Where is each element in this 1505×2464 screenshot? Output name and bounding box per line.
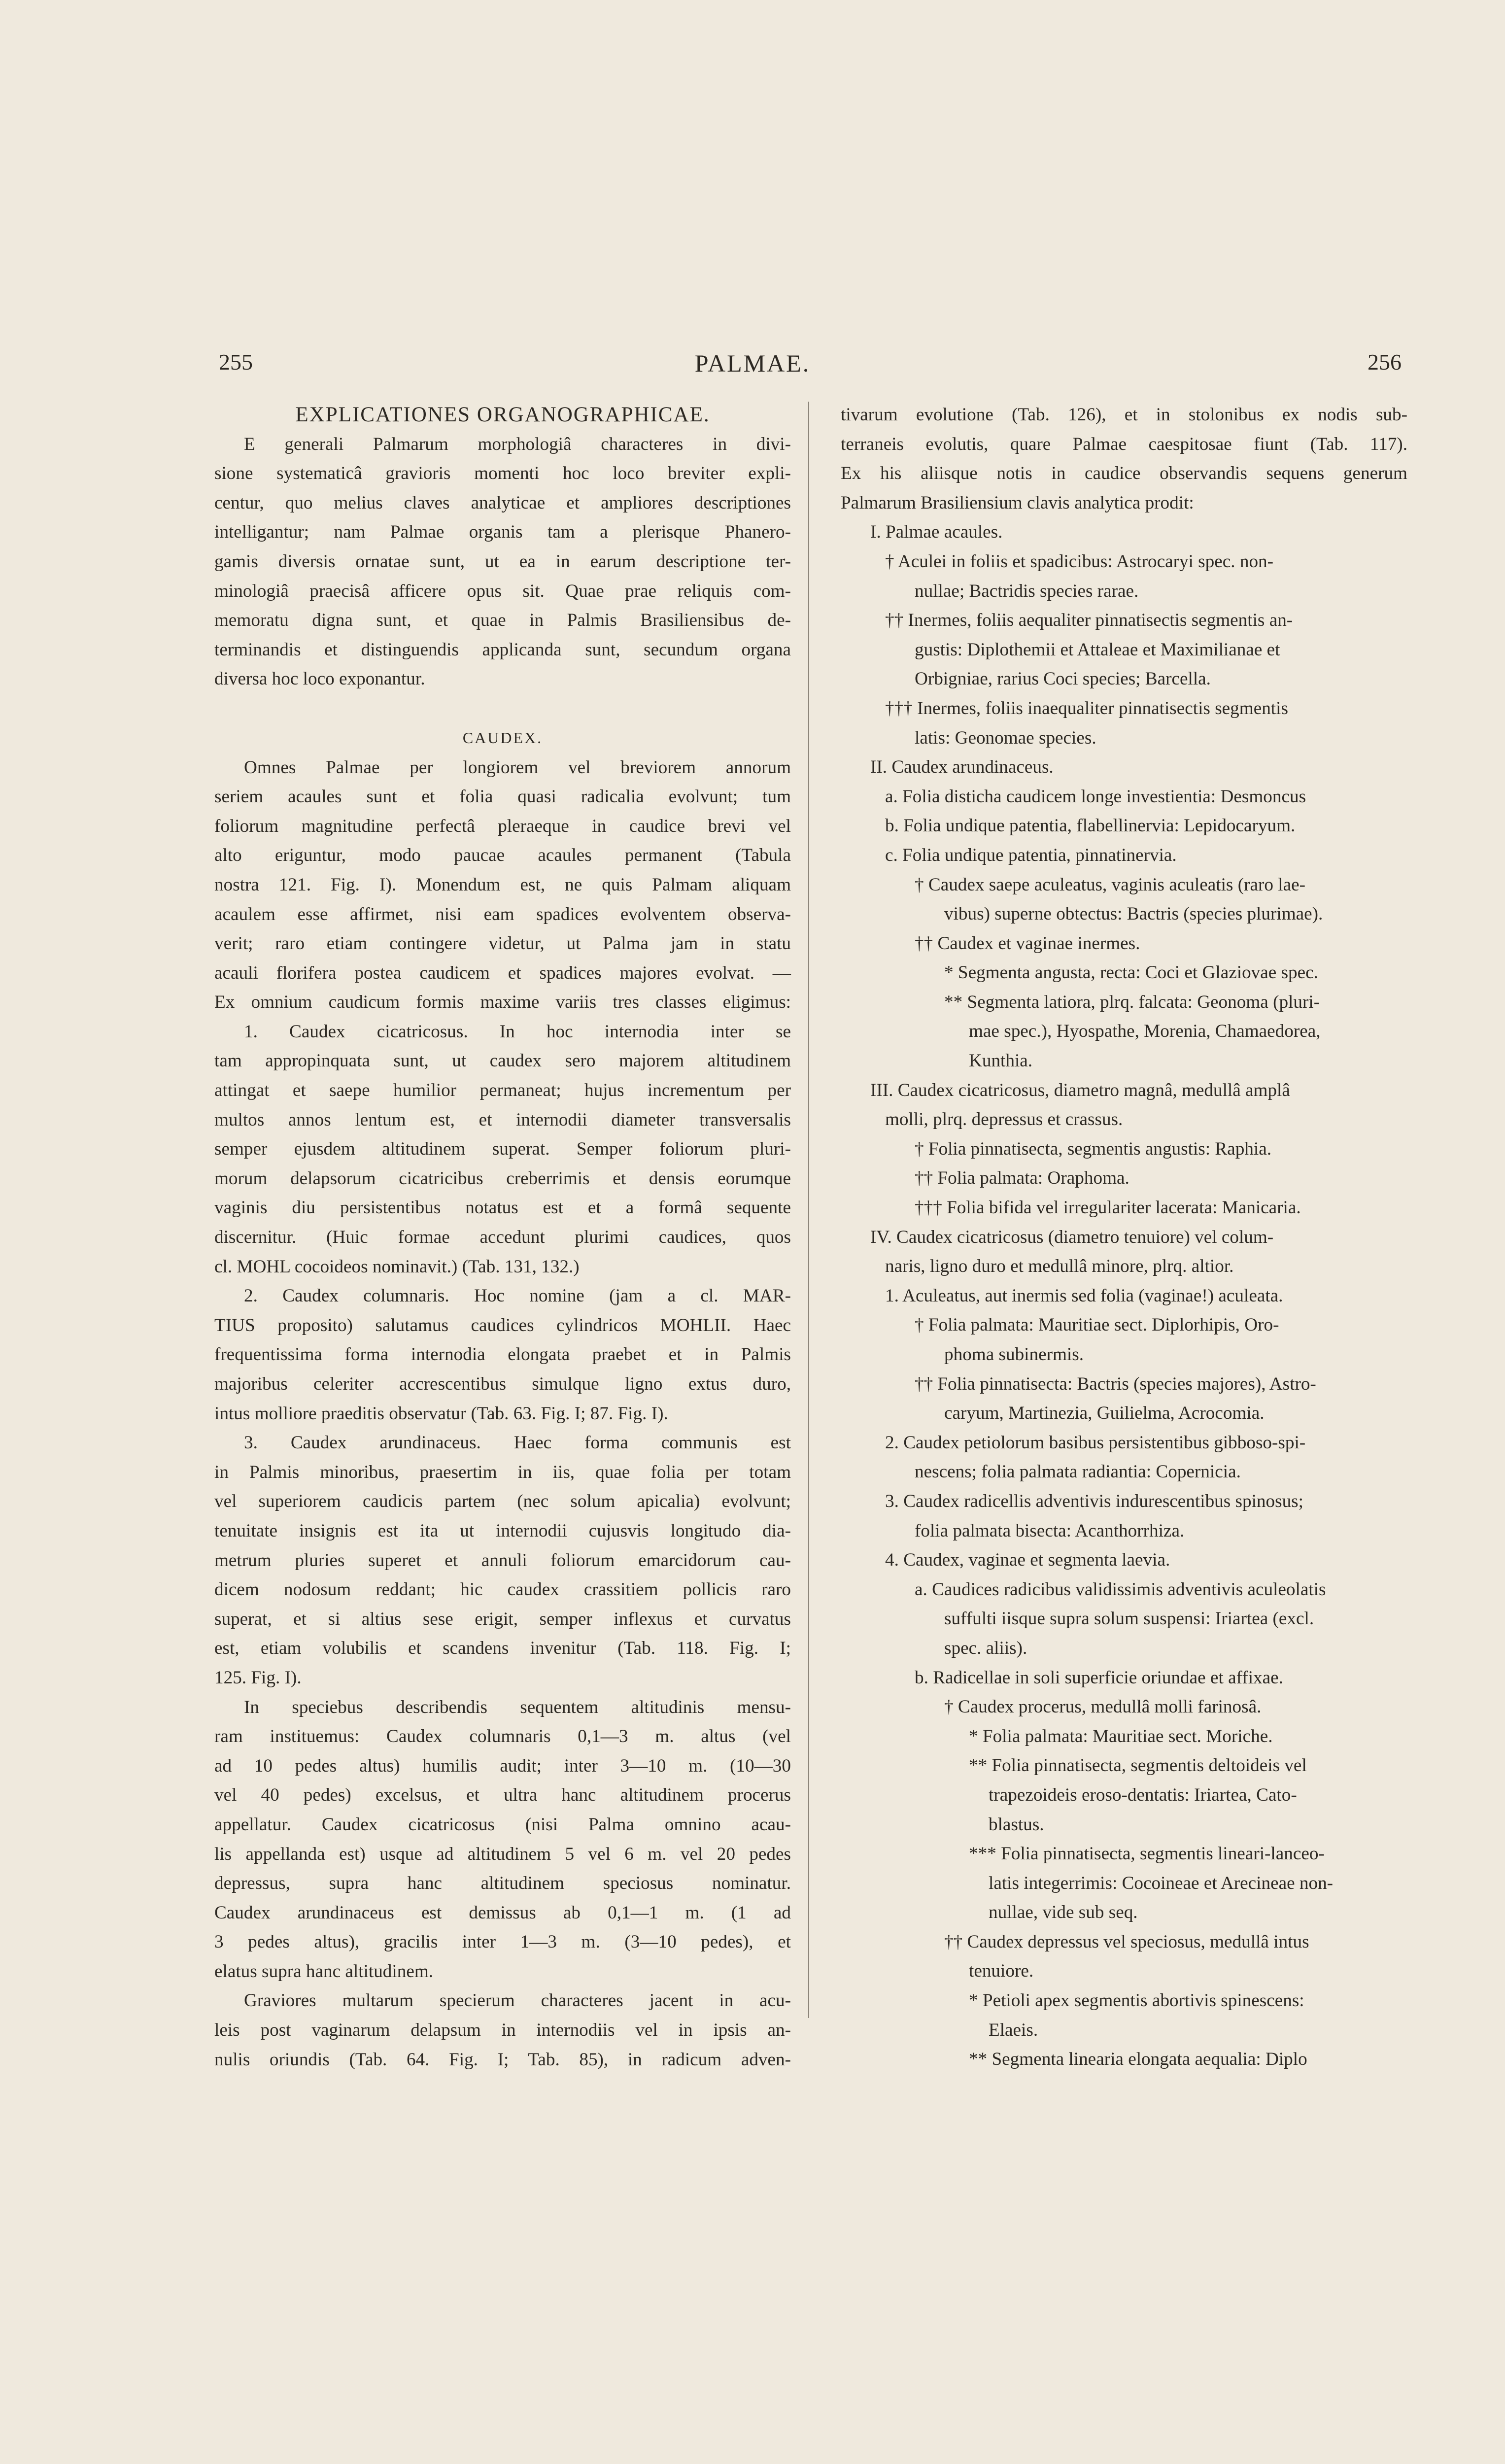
right-column-line: nescens; folia palmata radiantia: Copernicia. — [915, 1462, 1241, 1482]
right-page-number: 256 — [1368, 349, 1402, 375]
left-column-line: multos annos lentum est, et internodii diameter transversalis — [214, 1109, 791, 1130]
right-column-line: I. Palmae acaules. — [870, 522, 1003, 543]
left-column-line: memoratu digna sunt, et quae in Palmis Brasiliensibus de- — [214, 610, 791, 631]
right-column-line: ††† Folia bifida vel irregulariter lacerata: Manicaria. — [915, 1198, 1301, 1218]
left-column-line: ram instituemus: Caudex columnaris 0,1—3 m. altus (vel — [214, 1726, 791, 1747]
left-column-line: ad 10 pedes altus) humilis audit; inter 3—10 m. (10—30 — [214, 1755, 791, 1776]
right-column-line: †† Caudex et vaginae inermes. — [915, 933, 1140, 954]
right-column-line: †† Folia pinnatisecta: Bactris (species majores), Astro- — [915, 1373, 1316, 1394]
right-column-line: Orbigniae, rarius Coci species; Barcella. — [915, 669, 1211, 689]
left-column-line: 2. Caudex columnaris. Hoc nomine (jam a cl. MAR- — [244, 1286, 791, 1306]
right-column-line: ** Segmenta latiora, plrq. falcata: Geonoma (pluri- — [944, 992, 1320, 1012]
right-column-line: *** Folia pinnatisecta, segmentis lineari-lanceo- — [969, 1844, 1325, 1864]
left-column-line: Graviores multarum specierum characteres jacent in acu- — [244, 1990, 791, 2011]
left-column-line: 3 pedes altus), gracilis inter 1—3 m. (3—10 pedes), et — [214, 1932, 791, 1952]
right-column-line: latis integerrimis: Cocoineae et Arecineae non- — [989, 1873, 1334, 1893]
left-column-line: est, etiam volubilis et scandens invenitur (Tab. 118. Fig. I; — [214, 1638, 791, 1659]
left-column-line: depressus, supra hanc altitudinem speciosus nominatur. — [214, 1873, 791, 1894]
right-column-line: phoma subinermis. — [944, 1344, 1084, 1365]
right-column-line: 2. Caudex petiolorum basibus persistentibus gibboso-spi- — [885, 1432, 1306, 1453]
right-column-line: † Caudex procerus, medullâ molli farinosâ. — [944, 1697, 1262, 1717]
right-column-line: 4. Caudex, vaginae et segmenta laevia. — [885, 1550, 1170, 1571]
right-column-line: † Folia palmata: Mauritiae sect. Diplorhipis, Oro- — [915, 1315, 1279, 1335]
left-column-line: TIUS proposito) salutamus caudices cylindricos MOHLII. Haec — [214, 1315, 791, 1335]
left-column-line: centur, quo melius claves analyticae et ampliores descriptiones — [214, 492, 791, 513]
right-column-line: 1. Aculeatus, aut inermis sed folia (vaginae!) aculeata. — [885, 1285, 1283, 1306]
left-column-line: gamis diversis ornatae sunt, ut ea in earum descriptione ter- — [214, 551, 791, 572]
right-column-line: II. Caudex arundinaceus. — [870, 757, 1054, 778]
left-column-line: frequentissima forma internodia elongata praebet et in Palmis — [214, 1344, 791, 1365]
right-column-line: latis: Geonomae species. — [915, 727, 1096, 748]
left-column-line: vaginis diu persistentibus notatus est et a formâ sequente — [214, 1198, 791, 1218]
left-column-line: 125. Fig. I). — [214, 1667, 302, 1688]
right-column-line: folia palmata bisecta: Acanthorrhiza. — [915, 1520, 1185, 1541]
left-column-line: tenuitate insignis est ita ut internodii cujusvis longitudo dia- — [214, 1520, 791, 1541]
left-column-line: E generali Palmarum morphologiâ characteres in divi- — [244, 434, 791, 454]
right-column-line: mae spec.), Hyospathe, Morenia, Chamaedorea, — [969, 1021, 1321, 1042]
right-column-line: †† Caudex depressus vel speciosus, medullâ intus — [944, 1931, 1309, 1952]
left-column-line: verit; raro etiam contingere videtur, ut Palma jam in statu — [214, 933, 791, 954]
left-column-line: vel superiorem caudicis partem (nec solum apicalia) evolvunt; — [214, 1491, 791, 1512]
right-column-line: III. Caudex cicatricosus, diametro magnâ, medullâ amplâ — [870, 1080, 1290, 1100]
right-column — [841, 400, 1407, 2074]
right-column-line: terraneis evolutis, quare Palmae caespitosae fiunt (Tab. 117). — [841, 434, 1407, 454]
left-column-line: minologiâ praecisâ afficere opus sit. Quae prae reliquis com- — [214, 581, 791, 601]
left-column-line: tam appropinquata sunt, ut caudex sero majorem altitudinem — [214, 1051, 791, 1071]
left-column-line: Omnes Palmae per longiorem vel breviorem annorum — [244, 757, 791, 778]
right-column-line: naris, ligno duro et medullâ minore, plrq. altior. — [885, 1256, 1234, 1277]
right-column-line: * Petioli apex segmentis abortivis spinescens: — [969, 1990, 1304, 2011]
left-column-line: diversa hoc loco exponantur. — [214, 669, 425, 689]
left-column-line: attingat et saepe humilior permaneat; hujus incrementum per — [214, 1080, 791, 1101]
left-column-line: superat, et si altius sese erigit, semper inflexus et curvatus — [214, 1608, 791, 1629]
left-column-line — [214, 694, 791, 723]
right-column-line: † Caudex saepe aculeatus, vaginis aculeatis (raro lae- — [915, 874, 1305, 895]
left-column-line: majoribus celeriter accrescentibus simulque ligno extus duro, — [214, 1374, 791, 1394]
right-column-line: † Folia pinnatisecta, segmentis angustis: Raphia. — [915, 1138, 1272, 1159]
right-column-line: c. Folia undique patentia, pinnatinervia. — [885, 845, 1177, 865]
column-divider — [808, 402, 809, 2018]
right-column-line: nullae; Bactridis species rarae. — [915, 581, 1139, 601]
right-column-line: † Aculei in foliis et spadicibus: Astrocaryi spec. non- — [885, 551, 1274, 572]
right-column-line: caryum, Martinezia, Guilielma, Acrocomia. — [944, 1403, 1265, 1424]
right-column-line: Kunthia. — [969, 1051, 1033, 1071]
right-column-line: trapezoideis eroso-dentatis: Iriartea, Cato- — [989, 1784, 1297, 1805]
left-column-line: nulis oriundis (Tab. 64. Fig. I; Tab. 85), in radicum adven- — [214, 2049, 791, 2070]
right-column-line: 3. Caudex radicellis adventivis indurescentibus spinosus; — [885, 1491, 1303, 1511]
left-column-line: EXPLICATIONES ORGANOGRAPHICAE. — [295, 403, 710, 426]
left-column-line: intelligantur; nam Palmae organis tam a plerisque Phanero- — [214, 522, 791, 543]
left-column-line: appellatur. Caudex cicatricosus (nisi Palma omnino acau- — [214, 1814, 791, 1835]
left-column-line: CAUDEX. — [462, 728, 543, 747]
page-title: PALMAE. — [694, 349, 811, 377]
left-column-line: terminandis et distinguendis applicanda sunt, secundum organa — [214, 639, 791, 660]
left-column-line: foliorum magnitudine perfectâ pleraeque in caudice brevi vel — [214, 816, 791, 836]
left-column-line: Ex omnium caudicum formis maxime variis tres classes eligimus: — [214, 992, 791, 1013]
right-column-line: blastus. — [989, 1814, 1044, 1835]
left-column-line: nostra 121. Fig. I). Monendum est, ne quis Palmam aliquam — [214, 874, 791, 895]
left-column-line: leis post vaginarum delapsum in internodiis vel in ipsis an- — [214, 2020, 791, 2041]
left-column-line: In speciebus describendis sequentem altitudinis mensu- — [244, 1697, 791, 1717]
left-column-line: elatus supra hanc altitudinem. — [214, 1961, 434, 1982]
right-column-line: a. Caudices radicibus validissimis adventivis aculeolatis — [915, 1579, 1326, 1600]
right-column-line: spec. aliis). — [944, 1638, 1027, 1658]
left-column-line: dicem nodosum reddant; hic caudex crassitiem pollicis raro — [214, 1579, 791, 1600]
right-column-line: * Folia palmata: Mauritiae sect. Moriche. — [969, 1726, 1273, 1746]
right-column-line: Ex his aliisque notis in caudice observandis sequens generum — [841, 463, 1407, 484]
right-column-line: gustis: Diplothemii et Attaleae et Maximilianae et — [915, 639, 1280, 660]
left-column-line: alto eriguntur, modo paucae acaules permanent (Tabula — [214, 845, 791, 866]
right-column-line: * Segmenta angusta, recta: Coci et Glaziovae spec. — [944, 962, 1318, 983]
right-column-line: suffulti iisque supra solum suspensi: Iriartea (excl. — [944, 1608, 1314, 1629]
left-column-line: sione systematicâ gravioris momenti hoc loco breviter expli- — [214, 463, 791, 484]
left-column-line: vel 40 pedes) excelsus, et ultra hanc altitudinem procerus — [214, 1785, 791, 1806]
left-column-line: lis appellanda est) usque ad altitudinem 5 vel 6 m. vel 20 pedes — [214, 1844, 791, 1864]
left-page-number: 255 — [219, 349, 253, 375]
right-column-line: †† Inermes, foliis aequaliter pinnatisectis segmentis an- — [885, 610, 1293, 631]
right-column-line: a. Folia disticha caudicem longe investientia: Desmoncus — [885, 786, 1306, 807]
left-column-line: acauli florifera postea caudicem et spadices majores evolvat. — — [214, 962, 791, 983]
left-column-line: in Palmis minoribus, praesertim in iis, quae folia per totam — [214, 1462, 791, 1482]
right-column-line: vibus) superne obtectus: Bactris (species plurimae). — [944, 904, 1323, 924]
left-column-line: morum delapsorum cicatricibus creberrimis et densis eorumque — [214, 1168, 791, 1189]
left-column-line: seriem acaules sunt et folia quasi radicalia evolvunt; tum — [214, 787, 791, 807]
left-column-line: 3. Caudex arundinaceus. Haec forma communis est — [244, 1433, 791, 1453]
right-column-line: †† Folia palmata: Oraphoma. — [915, 1168, 1129, 1189]
right-column-line: tivarum evolutione (Tab. 126), et in stolonibus ex nodis sub- — [841, 405, 1407, 425]
left-column-line: metrum pluries superet et annuli foliorum emarcidorum cau- — [214, 1550, 791, 1571]
right-column-line: ** Segmenta linearia elongata aequalia: Diplo — [969, 2049, 1307, 2070]
right-column-line: tenuiore. — [969, 1961, 1034, 1982]
right-column-line: Palmarum Brasiliensium clavis analytica prodit: — [841, 492, 1194, 513]
left-column-line: acaulem esse affirmet, nisi eam spadices evolventem observa- — [214, 904, 791, 924]
left-column-line: 1. Caudex cicatricosus. In hoc internodia inter se — [244, 1021, 791, 1042]
right-column-line: b. Folia undique patentia, flabellinervia: Lepidocaryum. — [885, 816, 1296, 836]
left-column-line: cl. MOHL cocoideos nominavit.) (Tab. 131, 132.) — [214, 1256, 580, 1277]
right-column-line: ††† Inermes, foliis inaequaliter pinnatisectis segmentis — [885, 698, 1288, 719]
right-column-line: nullae, vide sub seq. — [989, 1902, 1138, 1923]
left-column-line: Caudex arundinaceus est demissus ab 0,1—1 m. (1 ad — [214, 1902, 791, 1923]
left-column-line: discernitur. (Huic formae accedunt plurimi caudices, quos — [214, 1227, 791, 1248]
left-column — [214, 400, 791, 2074]
right-column-line: IV. Caudex cicatricosus (diametro tenuiore) vel colum- — [870, 1227, 1274, 1247]
left-column-line: semper ejusdem altitudinem superat. Semper foliorum pluri- — [214, 1139, 791, 1160]
right-column-line: ** Folia pinnatisecta, segmentis deltoideis vel — [969, 1755, 1307, 1776]
left-column-line: intus molliore praeditis observatur (Tab. 63. Fig. I; 87. Fig. I). — [214, 1403, 668, 1424]
right-column-line: Elaeis. — [989, 2019, 1038, 2040]
right-column-line: b. Radicellae in soli superficie oriundae et affixae. — [915, 1667, 1283, 1688]
right-column-line: molli, plrq. depressus et crassus. — [885, 1109, 1123, 1130]
